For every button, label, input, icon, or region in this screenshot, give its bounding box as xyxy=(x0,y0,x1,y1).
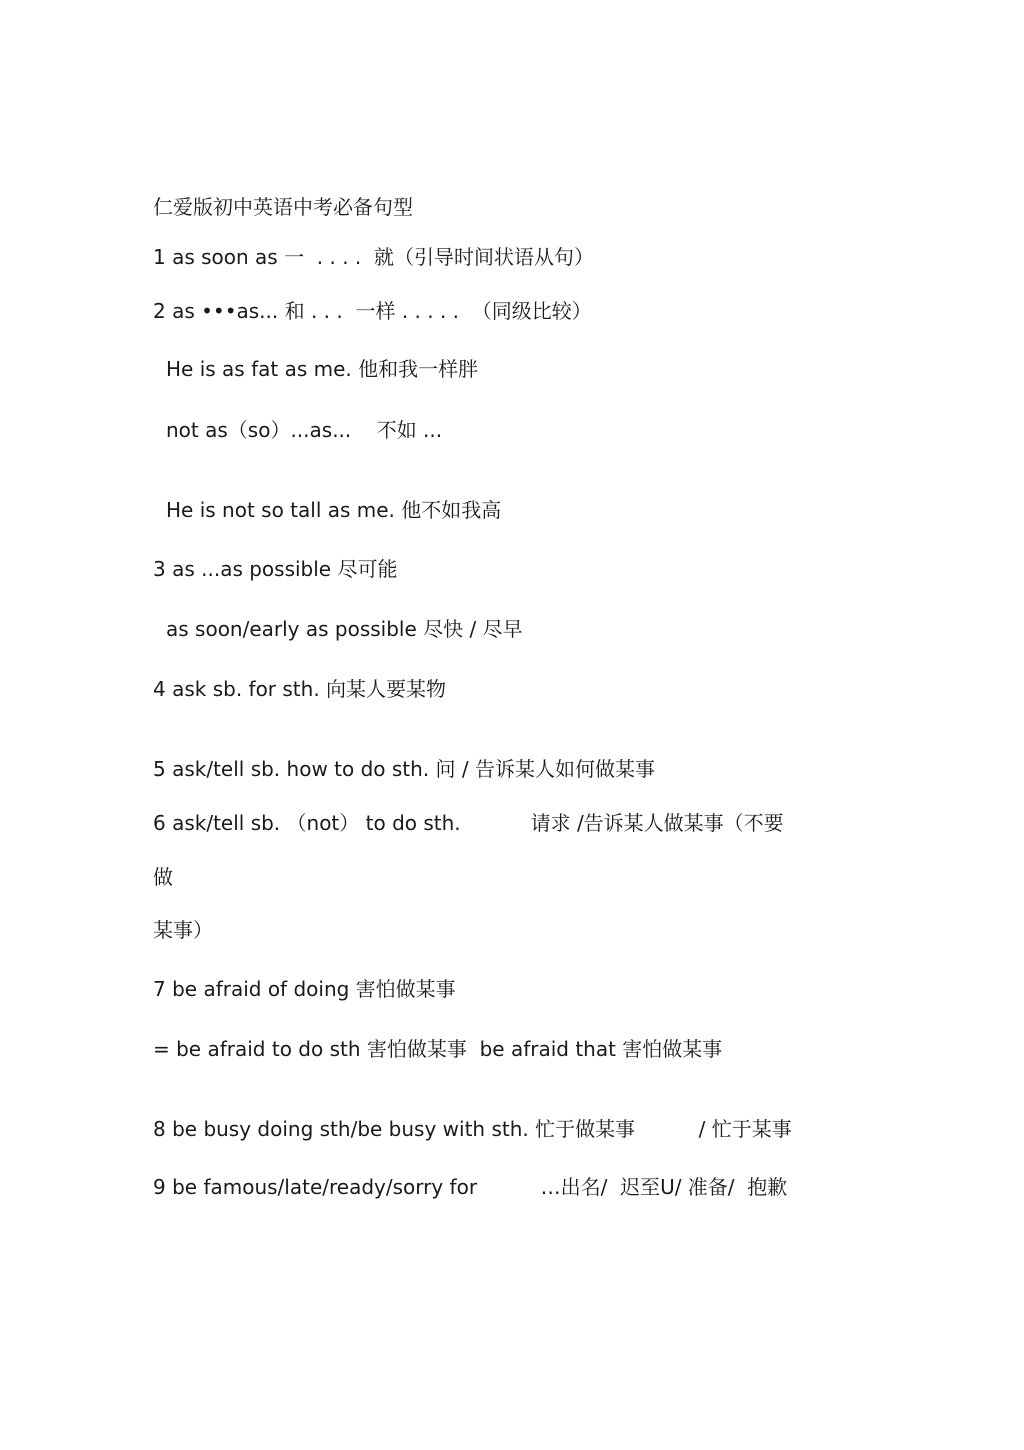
sentence-line-6: 6 ask/tell sb. （not） to do sth. 请求 /告诉某人做某事（不要 xyxy=(153,811,784,835)
example-line-2b: not as（so）...as... 不如 ... xyxy=(166,418,443,442)
document-title: 仁爱版初中英语中考必备句型 xyxy=(153,195,413,219)
sentence-line-6-continued: 做 xyxy=(153,865,173,889)
sentence-line-9: 9 be famous/late/ready/sorry for …出名/ 迟至U/ 准备/ 抱歉 xyxy=(153,1175,788,1199)
example-line-2c: He is not so tall as me. 他不如我高 xyxy=(166,498,502,522)
sentence-line-2: 2 as •••as... 和 . . . 一样 . . . . . （同级比较） xyxy=(153,299,592,323)
example-line-3a: as soon/early as possible 尽快 / 尽早 xyxy=(166,617,523,641)
sentence-line-3: 3 as ...as possible 尽可能 xyxy=(153,557,398,581)
sentence-line-5: 5 ask/tell sb. how to do sth. 问 / 告诉某人如何做某事 xyxy=(153,757,655,781)
sentence-line-8: 8 be busy doing sth/be busy with sth. 忙于做某事 / 忙于某事 xyxy=(153,1117,792,1141)
sentence-line-4: 4 ask sb. for sth. 向某人要某物 xyxy=(153,677,447,701)
example-line-2a: He is as fat as me. 他和我一样胖 xyxy=(166,357,479,381)
sentence-line-6-end: 某事） xyxy=(153,918,213,942)
sentence-line-7: 7 be afraid of doing 害怕做某事 xyxy=(153,977,456,1001)
sentence-line-1: 1 as soon as 一 . . . . 就（引导时间状语从句） xyxy=(153,245,595,269)
sentence-line-7-equivalent: = be afraid to do sth 害怕做某事 be afraid that 害怕做某事 xyxy=(153,1037,723,1061)
